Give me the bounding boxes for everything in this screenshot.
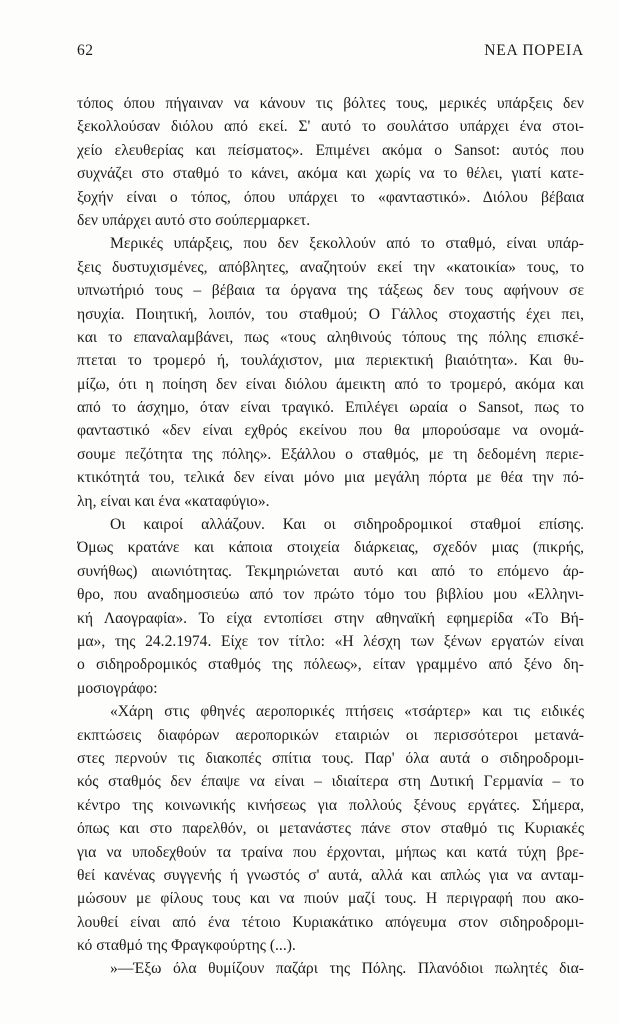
text-line: μα», της 24.2.1974. Είχε τον τίτλο: «Η λέσχη των ξένων εργατών είναι <box>77 632 584 650</box>
text-line: ο σιδηροδρομικός σταθμός της πόλεως», είταν γραμμένο από ξένο δη- <box>77 656 584 674</box>
text-line: κτικότητά του, τελικά δεν είναι μόνο μια μεγάλη πόρτα με θέα την πό- <box>77 469 584 487</box>
text-line: Μερικές υπάρξεις, που δεν ξεκολλούν από το σταθμό, είναι υπάρ- <box>110 235 584 253</box>
text-line: πτεται το τρομερό ή, τουλάχιστον, μια περιεκτική βιαιότητα». Και θυ- <box>77 352 584 370</box>
text-line: λουθεί είναι από ένα τέτοιο Κυριακάτικο απόγευμα στον σιδηροδρομι- <box>77 913 584 931</box>
text-line: μίζω, ότι η ποίηση δεν είναι διόλου άμεικτη από το τρομερό, ακόμα και <box>77 375 584 393</box>
text-line: συνήθως) αιωνιότητας. Τεκμηριώνεται αυτό και από το επόμενο άρ- <box>77 562 584 580</box>
text-line: μοσιογράφο: <box>77 679 158 697</box>
text-line: ησυχία. Ποιητική, λοιπόν, του σταθμού; Ο Γάλλος στοχαστής έχει πει, <box>77 305 584 323</box>
text-line: μώσουν με φίλους τους και να πιούν μαζί τους. Η περιγραφή που ακο- <box>77 890 584 908</box>
text-line: »—Έξω όλα θυμίζουν παζάρι της Πόλης. Πλανόδιοι πωλητές δια- <box>110 960 584 978</box>
text-line: Όμως κρατάνε και κάποια στοιχεία διάρκειας, σχεδόν μιας (πικρής, <box>77 539 584 557</box>
text-line: εκπτώσεις διαφόρων αεροπορικών εταιριών οι περισσότεροι μετανά- <box>77 726 584 744</box>
text-line: κέντρο της κοινωνικής κινήσεως για πολλούς ξένους εργάτες. Σήμερα, <box>77 796 584 814</box>
text-line: λη, είναι και ένα «καταφύγιο». <box>77 492 270 510</box>
text-line: για να υποδεχθούν τα τραίνα που έρχονται, μήπως και κατά τύχη βρε- <box>77 843 584 861</box>
text-line: θεί κανένας συγγενής ή γνωστός σ' αυτά, αλλά και απλώς για να ανταμ- <box>77 866 584 884</box>
text-line: Οι καιροί αλλάζουν. Και οι σιδηροδρομικοί σταθμοί επίσης. <box>110 516 584 534</box>
text-line: χείο ελευθερίας και πείσματος». Επιμένει ακόμα ο Sansot: αυτός που <box>77 141 584 159</box>
text-line: συχνάζει στο σταθμό το κάνει, ακόμα και χωρίς να το θέλει, γιατί κατε- <box>77 165 584 183</box>
text-line: «Χάρη στις φθηνές αεροπορικές πτήσεις «τσάρτερ» και τις ειδικές <box>110 703 584 721</box>
text-line: ξεις δυστυχισμένες, απόβλητες, αναζητούν εκεί την «κατοικία» τους, το <box>77 258 584 276</box>
text-line: υπνωτήριό τους – βέβαια τα όργανα της τάξεως δεν τους αφήνουν σε <box>77 282 584 300</box>
body-text <box>77 92 584 981</box>
text-line: φανταστικό «δεν είναι εχθρός εκείνου που θα μπορούσαμε να ονομά- <box>77 422 584 440</box>
text-line: τόπος όπου πήγαιναν να κάνουν τις βόλτες τους, μερικές υπάρξεις δεν <box>77 95 584 112</box>
text-line: όπως και στο παρελθόν, οι μετανάστες πάνε στον σταθμό τις Κυριακές <box>77 820 584 838</box>
text-line: ξεκολλούσαν διόλου από εκεί. Σ' αυτό το σουλάτσο υπάρχει ένα στοι- <box>77 118 584 136</box>
text-line: κό σταθμό της Φραγκφούρτης (...). <box>77 937 296 955</box>
text-line: στες περνούν τις διακοπές σπίτια τους. Παρ' όλα αυτά ο σιδηροδρομι- <box>77 749 584 767</box>
text-line: θρο, που αναδημοσιεύω από τον πρώτο τόμο του βιβλίου μου «Ελληνι- <box>77 586 584 604</box>
text-line: και το επαναλαμβάνει, πως «τους αληθινούς τόπους της πόλης επισκέ- <box>77 328 584 346</box>
journal-title: ΝΕΑ ΠΟΡΕΙΑ <box>484 42 584 59</box>
text-line: κή Λαογραφία». Το είχα εντοπίσει στην αθηναϊκή εφημερίδα «Το Βή- <box>77 609 584 627</box>
text-line: κός σταθμός δεν έπαψε να είναι – ιδιαίτερα στη Δυτική Γερμανία – το <box>77 773 584 791</box>
running-head <box>77 42 584 62</box>
text-line: δεν υπάρχει αυτό στο σούπερμαρκετ. <box>77 211 311 229</box>
text-line: από το άσχημο, όταν είναι τραγικό. Επιλέγει ωραία ο Sansot, πως το <box>77 399 584 417</box>
text-line: σουμε πεζότητα της πόλης». Εξάλλου ο σταθμός, με τη δεδομένη περιε- <box>77 445 584 463</box>
text-line: ξοχήν είναι ο τόπος, όπου υπάρχει το «φανταστικό». Διόλου βέβαια <box>77 188 584 206</box>
page-number: 62 <box>77 42 94 59</box>
